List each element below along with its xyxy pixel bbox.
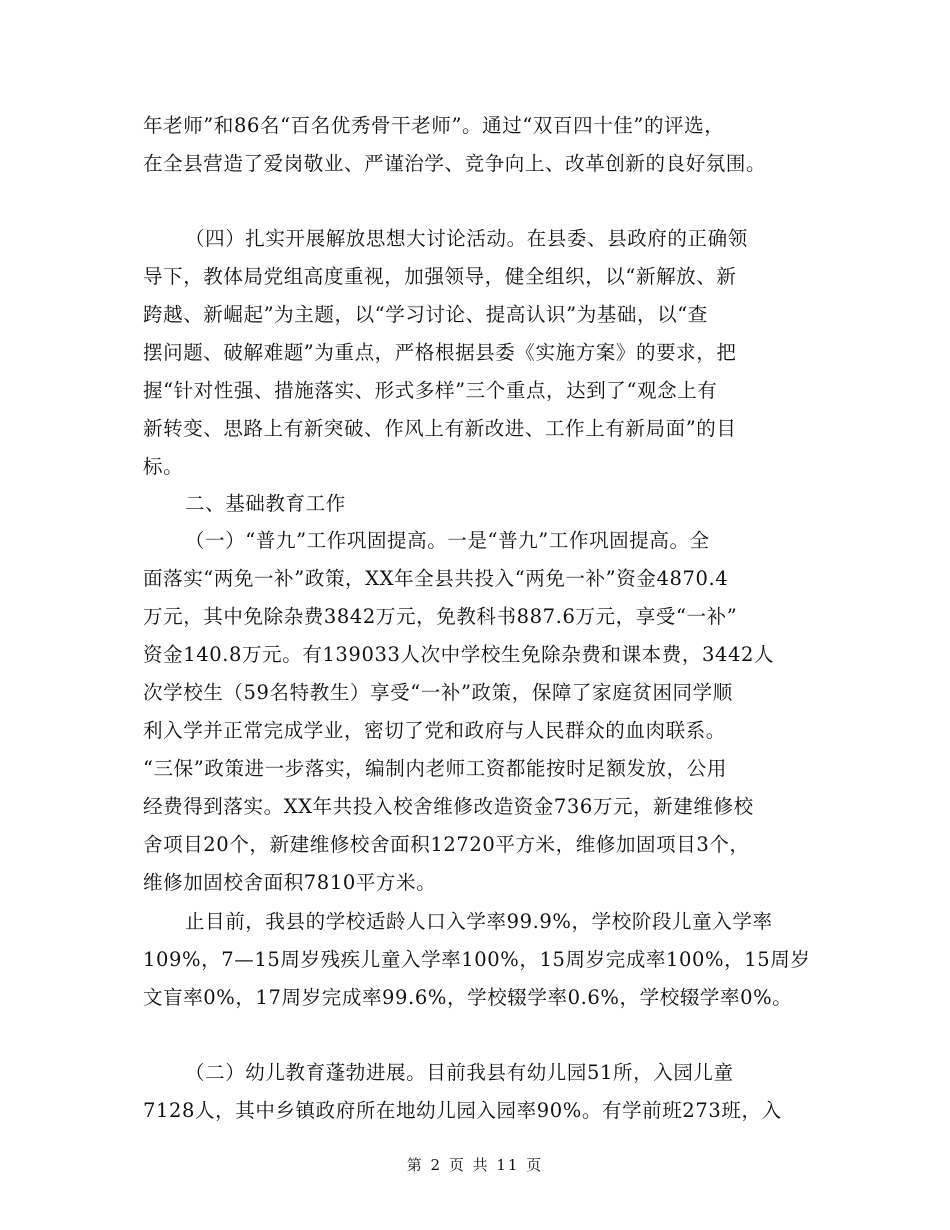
- text-line: 舍项目20个，新建维修校舍面积12720平方米，维修加固项目3个，: [143, 833, 750, 856]
- text-line: 资金140.8万元。有139033人次中学校生免除杂费和课本费，3442人: [143, 643, 775, 666]
- text-line: 利入学并正常完成学业，密切了党和政府与人民群众的血肉联系。: [143, 719, 726, 742]
- text-line: 跨越、新崛起”为主题，以“学习讨论、提高认识”为基础，以“查: [143, 303, 708, 326]
- text-line: “三保”政策进一步落实，编制内老师工资都能按时足额发放，公用: [143, 757, 727, 780]
- text-line: 止目前，我县的学校适龄人口入学率99.9%，学校阶段儿童入学率: [185, 910, 773, 933]
- page-number-footer: 第 2 页 共 11 页: [406, 1156, 544, 1174]
- text-line: 年老师”和86名“百名优秀骨干老师”。通过“双百四十佳”的评选，: [143, 114, 725, 137]
- text-line: 次学校生（59名特教生）享受“一补”政策，保障了家庭贫困同学顺: [143, 681, 733, 704]
- paragraph-heading-4: （四）扎实开展解放思想大讨论活动。在县委、县政府的正确领: [185, 227, 748, 250]
- text-line: 109%，7—15周岁残疾儿童入学率100%，15周岁完成率100%，15周岁: [143, 948, 811, 971]
- text-line: 维修加固校舍面积7810平方米。: [143, 871, 437, 894]
- text-line: 握“针对性强、措施落实、形式多样”三个重点，达到了“观念上有: [143, 379, 718, 402]
- text-line: 导下，教体局党组高度重视，加强领导，健全组织，以“新解放、新: [143, 265, 737, 288]
- text-line: 经费得到落实。XX年共投入校舍维修改造资金736万元，新建维修校: [143, 795, 754, 818]
- text-line: 在全县营造了爱岗敬业、严谨治学、竞争向上、改革创新的良好氛围。: [143, 152, 767, 175]
- section-heading: 二、基础教育工作: [185, 492, 346, 515]
- paragraph-heading-1: （一）“普九”工作巩固提高。一是“普九”工作巩固提高。全: [185, 529, 710, 552]
- text-line: 摆问题、破解难题”为重点，严格根据县委《实施方案》的要求，把: [143, 341, 737, 364]
- text-line: 文盲率0%，17周岁完成率99.6%，学校辍学率0.6%，学校辍学率0%。: [143, 986, 793, 1009]
- text-line: 标。: [143, 455, 184, 478]
- text-line: 新转变、思路上有新突破、作风上有新改进、工作上有新局面”的目: [143, 417, 737, 440]
- text-line: 7128人，其中乡镇政府所在地幼儿园入园率90%。有学前班273班，入: [143, 1099, 782, 1122]
- text-line: 面落实“两免一补”政策，XX年全县共投入“两免一补”资金4870.4: [143, 567, 729, 590]
- text-line: 万元，其中免除杂费3842万元，免教科书887.6万元，享受“一补”: [143, 605, 738, 628]
- paragraph-heading-2: （二）幼儿教育蓬勃进展。目前我县有幼儿园51所，入园儿童: [185, 1061, 734, 1084]
